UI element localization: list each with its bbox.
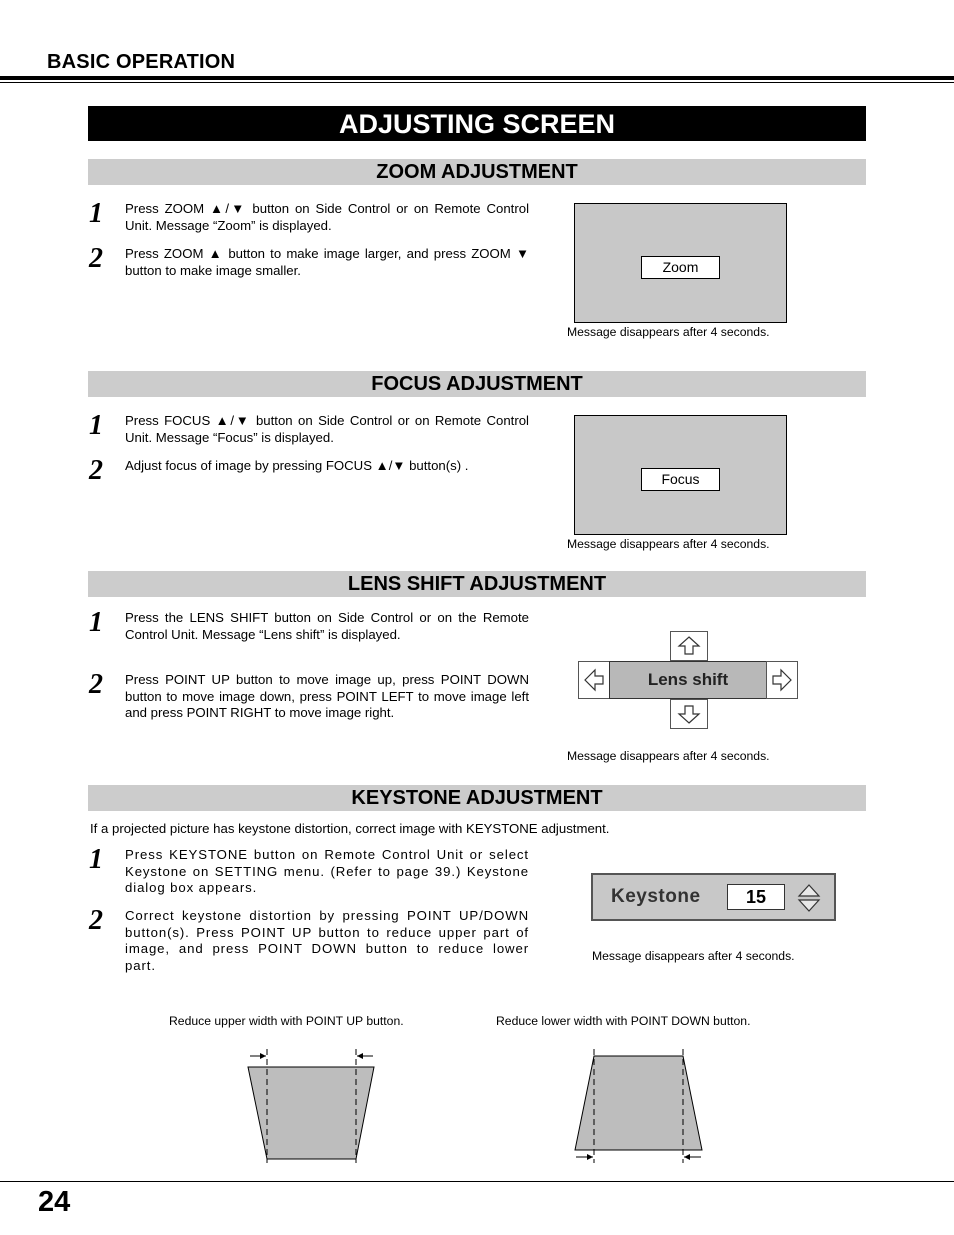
point-up-caption: Reduce upper width with POINT UP button. (169, 1014, 404, 1028)
keystone-intro: If a projected picture has keystone distortion, correct image with KEYSTONE adjustment. (90, 821, 610, 836)
keystone-step-2-number: 2 (89, 905, 103, 936)
arrow-up-icon (670, 631, 708, 661)
focus-message: Focus (641, 468, 720, 491)
zoom-screen (574, 203, 787, 323)
arrow-down-icon (670, 699, 708, 729)
focus-step-1-number: 1 (89, 410, 103, 441)
lens-shift-caption: Message disappears after 4 seconds. (567, 749, 770, 763)
zoom-heading: ZOOM ADJUSTMENT (88, 159, 866, 185)
zoom-step-1-text: Press ZOOM ▲/▼ button on Side Control or on Remote Control Unit. Message “Zoom” is displayed. (125, 201, 529, 233)
lens-shift-step-2-text: Press POINT UP button to move image up, press POINT DOWN button to move image down, press POINT LEFT to move image left and press POINT RIGHT to move image right. (125, 672, 529, 720)
up-down-spinner-icon (797, 883, 821, 918)
lens-shift-step-1-text: Press the LENS SHIFT button on Side Control or on the Remote Control Unit. Message “Lens shift” is displayed. (125, 610, 529, 642)
focus-screen (574, 415, 787, 535)
arrow-left-icon (578, 661, 610, 699)
keystone-heading: KEYSTONE ADJUSTMENT (88, 785, 866, 811)
zoom-step-2-number: 2 (89, 243, 103, 274)
lens-shift-step-2-number: 2 (89, 669, 103, 700)
zoom-step-1-number: 1 (89, 198, 103, 229)
keystone-step-2-text: Correct keystone distortion by pressing POINT UP/DOWN button(s). Press POINT UP button to reduce upper part of image, and press POINT DOWN button to reduce lower part. (125, 908, 529, 973)
keystone-value: 15 (727, 884, 785, 910)
keystone-step-1-text: Press KEYSTONE button on Remote Control Unit or select Keystone on SETTING menu. (Refer to page 39.) Keystone dialog box appears. (125, 847, 529, 895)
focus-step-2-number: 2 (89, 455, 103, 486)
lens-shift-label: Lens shift (609, 661, 767, 699)
lens-shift-dialog (578, 631, 798, 731)
keystone-dialog (591, 873, 836, 921)
footer-rule (0, 1181, 954, 1182)
zoom-message: Zoom (641, 256, 720, 279)
lens-shift-heading: LENS SHIFT ADJUSTMENT (88, 571, 866, 597)
zoom-caption: Message disappears after 4 seconds. (567, 325, 770, 339)
header-rule-thin (0, 82, 954, 83)
keystone-dialog-label: Keystone (611, 886, 701, 907)
section-header: BASIC OPERATION (47, 51, 236, 73)
page-title: ADJUSTING SCREEN (88, 106, 866, 141)
point-down-caption: Reduce lower width with POINT DOWN button. (496, 1014, 751, 1028)
reduce-lower-width-diagram (568, 1045, 713, 1167)
focus-step-1-text: Press FOCUS ▲/▼ button on Side Control or on Remote Control Unit. Message “Focus” is displayed. (125, 413, 529, 445)
keystone-step-1-number: 1 (89, 844, 103, 875)
lens-shift-step-1-number: 1 (89, 607, 103, 638)
focus-caption: Message disappears after 4 seconds. (567, 537, 770, 551)
focus-step-2-text: Adjust focus of image by pressing FOCUS ▲/▼ button(s) . (125, 458, 469, 473)
focus-heading: FOCUS ADJUSTMENT (88, 371, 866, 397)
keystone-caption: Message disappears after 4 seconds. (592, 949, 795, 963)
header-rule (0, 76, 954, 80)
page-number: 24 (38, 1186, 71, 1218)
arrow-right-icon (766, 661, 798, 699)
zoom-step-2-text: Press ZOOM ▲ button to make image larger, and press ZOOM ▼ button to make image smaller. (125, 246, 529, 278)
reduce-upper-width-diagram (240, 1045, 385, 1165)
